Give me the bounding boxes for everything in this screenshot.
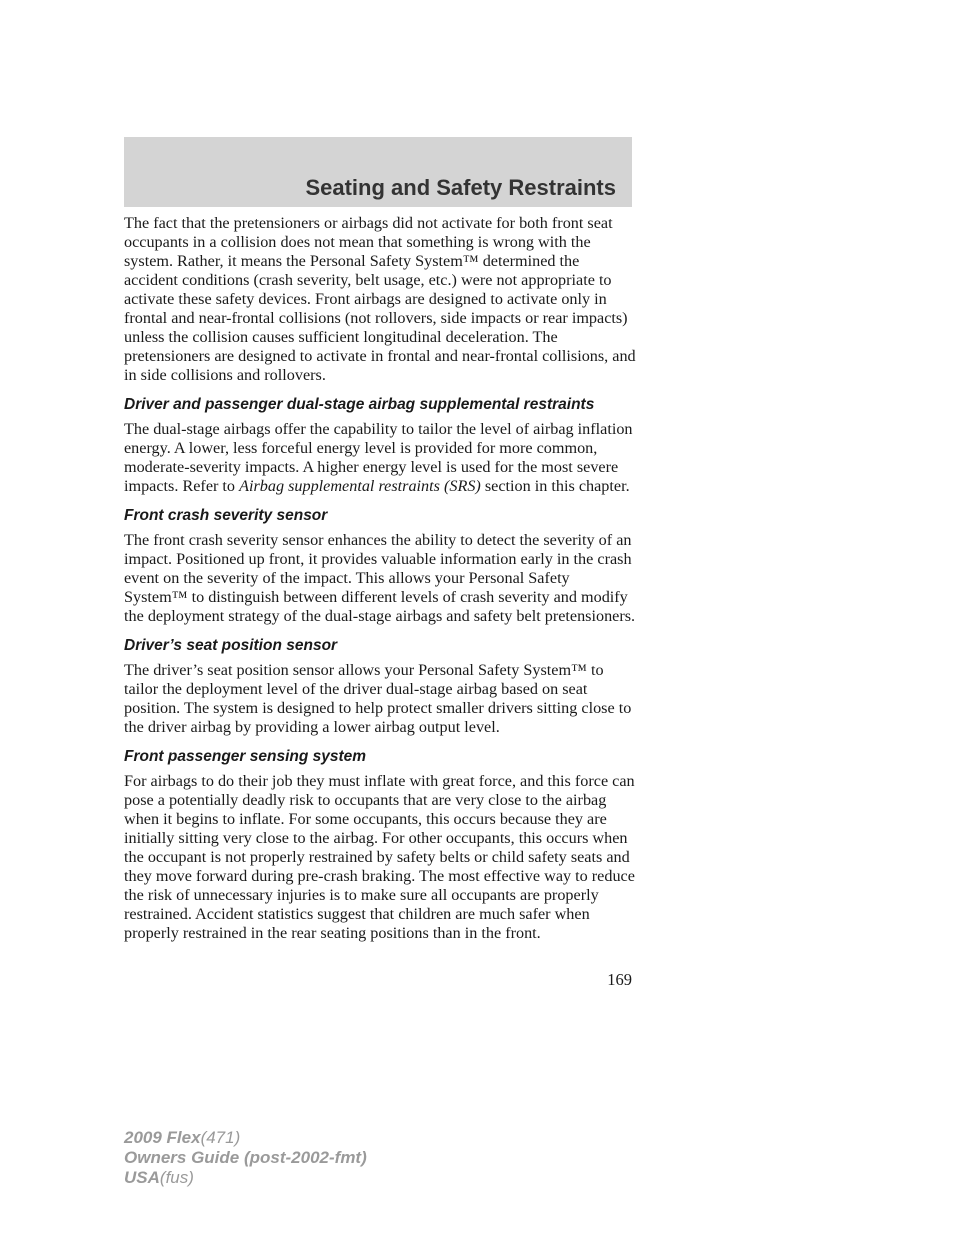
footer-market-code: (fus) [159,1168,194,1187]
paragraph-drivers-seat-position-sensor: The driver’s seat position sensor allows your Personal Safety System™ to tailor the deployment level of the driver dual-stage airbag based on seat position. The system is designed to help protect smaller drivers sitting close to the driver airbag by providing a lower airbag output level. [124,661,632,736]
paragraph-dual-stage-airbags [124,420,636,496]
footer-line-model [124,1128,367,1148]
heading-drivers-seat-position-sensor: Driver’s seat position sensor [124,637,338,654]
heading-front-crash-severity-sensor: Front crash severity sensor [124,507,328,524]
heading-front-passenger-sensing-system: Front passenger sensing system [124,748,367,765]
footer-guide: Owners Guide (post-2002-fmt) [124,1148,367,1167]
footer-model-code: (471) [200,1128,241,1147]
paragraph-front-passenger-sensing-system: For airbags to do their job they must inflate with great force, and this force can pose a potentially deadly risk to occupants that are very close to the airbag when it begins to inflate. For some occupants, this occurs because they are initially sitting very close to the airbag. For other occupants, this occurs when the occupant is not properly restrained by safety belts or child safety seats and they move forward during pre-crash braking. The most effective way to reduce the risk of unnecessary injuries is to make sure all occupants are properly restrained. Accident statistics suggest that children are much safer when properly restrained in the rear seating positions than in the front. [124,772,635,942]
paragraph-front-crash-severity-sensor: The front crash severity sensor enhances the ability to detect the severity of an impact. Positioned up front, it provides valuable information early in the crash event on the severity of the impact. This allows your Personal Safety System™ to distinguish between different levels of crash severity and modify the deployment strategy of the dual-stage airbags and safety belt pretensioners. [124,531,636,625]
intro-paragraph: The fact that the pretensioners or airbags did not activate for both front seat occupants in a collision does not mean that something is wrong with the system. Rather, it means the Personal Safety System™ determined the accident conditions (crash severity, belt usage, etc.) were not appropriate to activate these safety devices. Front airbags are designed to activate only in frontal and near-frontal collisions (not rollovers, side impacts or rear impacts) unless the collision causes sufficient longitudinal deceleration. The pretensioners are designed to activate in frontal and near-frontal collisions, and in side collisions and rollovers. [124,214,636,384]
cross-reference-link[interactable]: Airbag supplemental restraints (SRS) [239,477,481,495]
footer-market: USA [124,1168,160,1187]
footer-line-market [124,1168,367,1188]
heading-dual-stage-airbags: Driver and passenger dual-stage airbag supplemental restraints [124,396,595,413]
section-header-band [124,137,632,207]
page-number: 169 [607,970,632,989]
footer-model: 2009 Flex [124,1128,201,1147]
page-content [124,214,636,953]
paragraph-text: section in this chapter. [480,477,630,495]
section-title: Seating and Safety Restraints [305,175,616,200]
footer-line-guide [124,1148,367,1168]
document-footer [124,1128,367,1188]
paragraph-text: The dual-stage airbags offer the capability to tailor the level of airbag inflation energy. A lower, less forceful energy level is provided for more common, moderate-severity impacts. A higher energy level is used for the most severe impacts. Refer to [124,420,633,495]
